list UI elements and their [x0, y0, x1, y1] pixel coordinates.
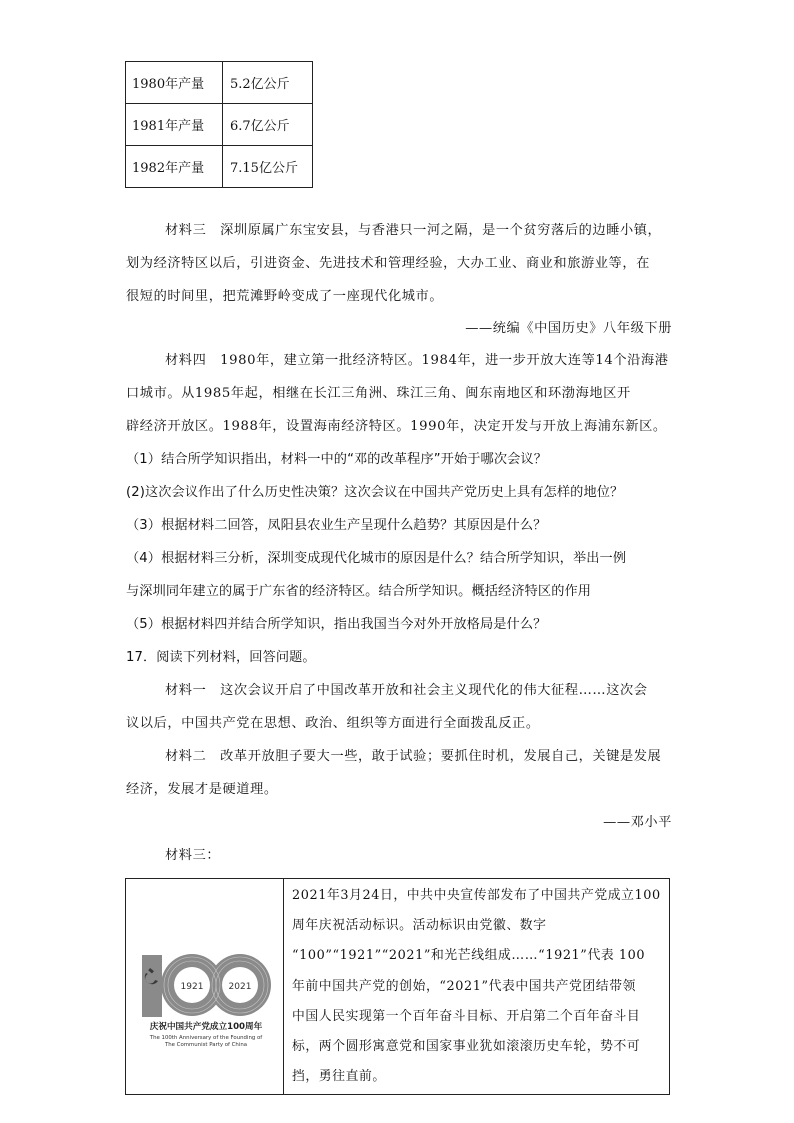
box-text-line: 周年庆祝活动标识。活动标识由党徽、数字 — [292, 918, 547, 934]
box-text-line: 标，两个圆形寓意党和国家事业犹如滚滚历史车轮，势不可 — [292, 1039, 641, 1055]
table-cell-value: 6.7亿公斤 — [223, 104, 313, 146]
material3-box — [125, 878, 670, 1095]
question-line: (2)这次会议作出了什么历史性决策？这次会议在中国共产党历史上具有怎样的地位？ — [126, 485, 624, 500]
question-line: （5）根据材料四并结合所学知识，指出我国当今对外开放格局是什么？ — [126, 617, 547, 632]
q17-material2-source: ——邓小平 — [603, 815, 672, 830]
material4-line: 材料四 1980年，建立第一批经济特区。1984年，进一步开放大连等14个沿海港 — [165, 353, 669, 368]
material3-line: 划为经济特区以后，引进资金、先进技术和管理经验，大办工业、商业和旅游业等，在 — [126, 256, 650, 271]
table-cell-value: 7.15亿公斤 — [223, 146, 313, 188]
logo-caption-cn: 庆祝中国共产党成立100周年 — [149, 1022, 263, 1032]
box-text-line: 年前中国共产党的创始，“2021”代表中国共产党团结带领 — [292, 978, 636, 994]
q17-material2-line: 材料二 改革开放胆子要大一些，敢于试验；要抓住时机，发展自己，关键是发展 — [165, 749, 662, 764]
box-text-line: 中国人民实现第一个百年奋斗目标、开启第二个百年奋斗目 — [292, 1008, 641, 1024]
question-line: （1）结合所学知识指出，材料一中的“邓的改革程序”开始于哪次会议？ — [126, 452, 547, 467]
q17-material3-label: 材料三： — [165, 848, 221, 863]
logo-circle-right-label: 2021 — [228, 982, 252, 992]
material4-line: 辟经济开放区。1988年，设置海南经济特区。1990年，决定开发与开放上海浦东新区。 — [126, 419, 667, 434]
table-row — [126, 104, 313, 146]
table-cell-year: 1980年产量 — [126, 62, 223, 104]
box-description — [292, 881, 664, 1092]
material3-line: 材料三 深圳原属广东宝安县，与香港只一河之隔，是一个贫穷落后的边睡小镇， — [165, 223, 662, 238]
box-text-line: 挡，勇往直前。 — [292, 1069, 386, 1085]
table-cell-year: 1982年产量 — [126, 146, 223, 188]
logo-caption-en-1: The 100th Anniversary of the Founding of — [149, 1035, 263, 1041]
table-row — [126, 62, 313, 104]
logo-circle-left-label: 1921 — [180, 982, 204, 992]
box-text-line: 2021年3月24日，中共中央宣传部发布了中国共产党成立100 — [292, 888, 661, 903]
material4-line: 口城市。从1985年起，相继在长江三角洲、珠江三角、闽东南地区和环渤海地区开 — [126, 386, 631, 401]
box-divider — [283, 879, 284, 1094]
anniversary-logo-image — [140, 945, 272, 1055]
q17-material1-line: 材料一 这次会议开启了中国改革开放和社会主义现代化的伟大征程……这次会 — [165, 683, 648, 698]
question-line: （3）根据材料二回答，凤阳县农业生产呈现什么趋势？其原因是什么？ — [126, 518, 547, 533]
logo-caption-en-2: The Communist Party of China — [164, 1042, 248, 1048]
question-line: （4）根据材料三分析，深圳变成现代化城市的原因是什么？结合所学知识，举出一例 — [126, 551, 627, 566]
table-cell-year: 1981年产量 — [126, 104, 223, 146]
box-text-line: “100”“1921”“2021”和光芒线组成……“1921”代表 100 — [292, 948, 646, 964]
table-cell-value: 5.2亿公斤 — [223, 62, 313, 104]
q17-material1-line: 议以后，中国共产党在思想、政治、组织等方面进行全面拨乱反正。 — [126, 716, 540, 731]
material3-line: 很短的时间里，把荒滩野岭变成了一座现代化城市。 — [126, 289, 444, 304]
production-table — [125, 61, 313, 188]
material3-source: ——统编《中国历史》八年级下册 — [465, 321, 672, 336]
table-row — [126, 146, 313, 188]
question-line: 与深圳同年建立的属于广东省的经济特区。结合所学知识。概括经济特区的作用 — [126, 584, 592, 599]
question-17-title: 17．阅读下列材料，回答问题。 — [126, 650, 316, 665]
q17-material2-line: 经济，发展才是硬道理。 — [126, 782, 278, 797]
